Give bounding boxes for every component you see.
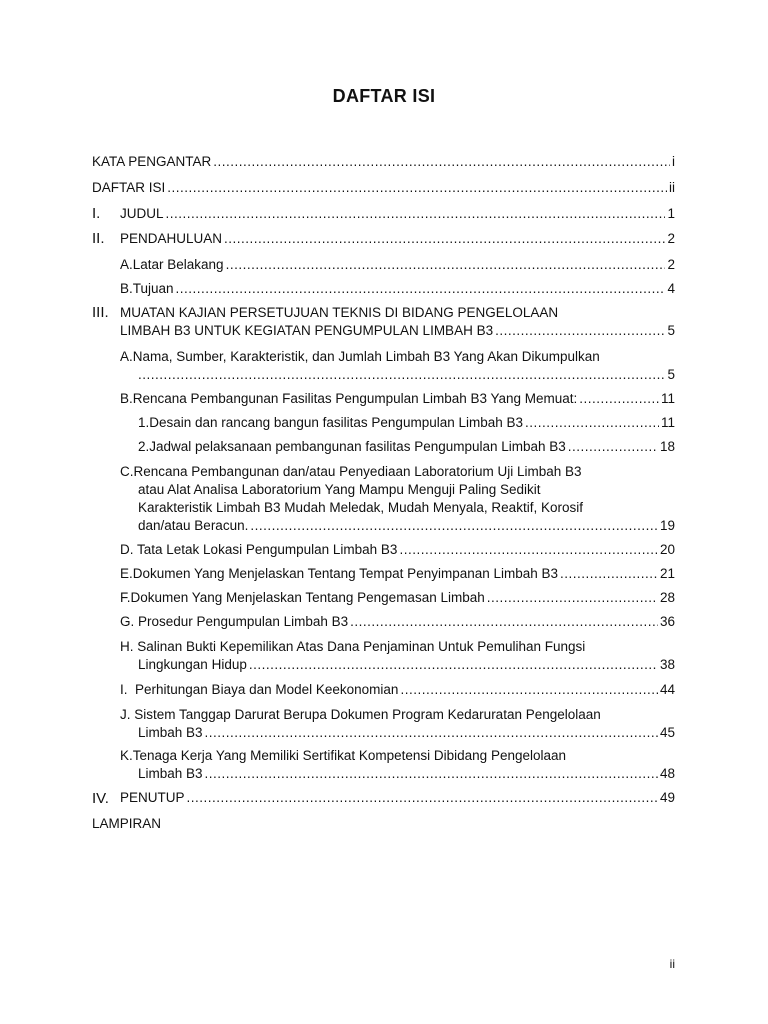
- toc-entry-label: B.Tujuan: [120, 281, 174, 296]
- toc-entry-page: 45: [659, 725, 675, 740]
- toc-leader-dots: [400, 681, 658, 699]
- toc-entry-label: Limbah B3: [138, 725, 203, 740]
- toc-entry-label: JUDUL: [120, 206, 164, 221]
- toc-entry-label: D. Tata Letak Lokasi Pengumpulan Limbah B3: [120, 542, 398, 557]
- toc-leader-dots: [205, 724, 658, 742]
- toc-entry-rencana-pembangunan: [120, 390, 675, 408]
- toc-entry-tujuan: [120, 280, 675, 298]
- toc-entry-perhitungan-biaya: [120, 681, 675, 699]
- toc-leader-dots: [167, 179, 667, 197]
- toc-leader-dots: [176, 280, 666, 298]
- toc-leader-dots: [138, 366, 665, 384]
- toc-leader-dots: [579, 390, 659, 408]
- toc-entry-nama-sumber-line1: A.Nama, Sumber, Karakteristik, dan Jumlah Limbah B3 Yang Akan Dikumpulkan: [120, 349, 600, 364]
- toc-leader-dots: [205, 765, 658, 783]
- toc-entry-label: Limbah B3: [138, 766, 203, 781]
- toc-entry-dana-penjaminan: [138, 656, 675, 674]
- toc-entry-page: 21: [659, 566, 675, 581]
- toc-leader-dots: [399, 541, 658, 559]
- toc-chapter-numeral: II.: [92, 230, 105, 247]
- page-title: DAFTAR ISI: [332, 86, 436, 106]
- toc-entry-tanggap-darurat-line1: J. Sistem Tanggap Darurat Berupa Dokumen Program Kedaruratan Pengelolaan: [120, 707, 601, 722]
- toc-leader-dots: [249, 656, 658, 674]
- toc-entry-label: PENDAHULUAN: [120, 231, 223, 246]
- toc-entry-label: E.Dokumen Yang Menjelaskan Tentang Tempat Penyimpanan Limbah B3: [120, 566, 559, 581]
- toc-leader-dots: [250, 517, 658, 535]
- toc-entry-label: 1.Desain dan rancang bangun fasilitas Pengumpulan Limbah B3: [138, 415, 524, 430]
- toc-entry-muatan-line1: MUATAN KAJIAN PERSETUJUAN TEKNIS DI BIDANG PENGELOLAAN: [120, 305, 559, 320]
- toc-entry-label: LIMBAH B3 UNTUK KEGIATAN PENGUMPULAN LIMBAH B3: [120, 323, 494, 338]
- toc-entry-label: dan/atau Beracun.: [138, 518, 249, 533]
- toc-entry-laboratorium: [138, 517, 675, 535]
- toc-leader-dots: [350, 613, 658, 631]
- toc-entry-prosedur: [120, 613, 675, 631]
- toc-entry-page: 4: [667, 281, 675, 296]
- toc-entry-daftar-isi: [92, 179, 675, 197]
- toc-entry-label: F.Dokumen Yang Menjelaskan Tentang Pengemasan Limbah: [120, 590, 485, 605]
- toc-entry-page: 44: [659, 682, 675, 697]
- toc-entry-jadwal: [138, 438, 675, 456]
- toc-entry-label: DAFTAR ISI: [92, 180, 166, 195]
- toc-entry-lampiran: LAMPIRAN: [92, 816, 162, 831]
- toc-entry-page: 11: [660, 415, 675, 430]
- toc-leader-dots: [166, 205, 666, 223]
- toc-chapter-numeral: III.: [92, 304, 109, 321]
- toc-chapter-numeral: IV.: [92, 790, 109, 807]
- toc-entry-label: I. Perhitungan Biaya dan Model Keekonomian: [120, 682, 399, 697]
- toc-chapter-numeral: I.: [92, 205, 101, 222]
- toc-entry-page: i: [672, 154, 675, 169]
- toc-entry-judul: [120, 205, 675, 223]
- toc-entry-page: 36: [659, 614, 675, 629]
- toc-entry-page: 2: [667, 231, 675, 246]
- toc-entry-page: 48: [659, 766, 675, 781]
- toc-entry-tenaga-kerja: [138, 765, 675, 783]
- toc-leader-dots: [568, 438, 658, 456]
- toc-entry-muatan: [120, 322, 675, 340]
- toc-entry-page: 49: [659, 790, 675, 805]
- toc-entry-label: PENUTUP: [120, 790, 185, 805]
- toc-leader-dots: [187, 789, 658, 807]
- toc-leader-dots: [560, 565, 658, 583]
- toc-entry-label: 2.Jadwal pelaksanaan pembangunan fasilitas Pengumpulan Limbah B3: [138, 439, 566, 454]
- toc-entry-label: G. Prosedur Pengumpulan Limbah B3: [120, 614, 349, 629]
- toc-entry-pendahuluan: [120, 230, 675, 248]
- toc-leader-dots: [213, 153, 670, 171]
- toc-leader-dots: [487, 589, 658, 607]
- toc-entry-laboratorium-line2: atau Alat Analisa Laboratorium Yang Mampu Menguji Paling Sedikit: [138, 482, 541, 497]
- toc-entry-page: 5: [667, 367, 675, 382]
- page-number: ii: [669, 957, 675, 971]
- toc-leader-dots: [495, 322, 665, 340]
- toc-entry-page: 2: [667, 257, 675, 272]
- toc-entry-page: 28: [659, 590, 675, 605]
- toc-entry-label: A.Latar Belakang: [120, 257, 224, 272]
- toc-entry-page: 38: [659, 657, 675, 672]
- toc-entry-dana-penjaminan-line1: H. Salinan Bukti Kepemilikan Atas Dana Penjaminan Untuk Pemulihan Fungsi: [120, 639, 586, 654]
- toc-entry-laboratorium-line1: C.Rencana Pembangunan dan/atau Penyediaan Laboratorium Uji Limbah B3: [120, 464, 582, 479]
- toc-entry-page: 20: [659, 542, 675, 557]
- toc-entry-penutup: [120, 789, 675, 807]
- toc-entry-page: ii: [669, 180, 675, 195]
- toc-entry-page: 11: [660, 391, 675, 406]
- toc-leader-dots: [525, 414, 659, 432]
- toc-entry-tanggap-darurat: [138, 724, 675, 742]
- toc-entry-nama-sumber: [138, 366, 675, 384]
- toc-entry-tempat-penyimpanan: [120, 565, 675, 583]
- toc-entry-label: B.Rencana Pembangunan Fasilitas Pengumpulan Limbah B3 Yang Memuat:: [120, 391, 578, 406]
- toc-entry-page: 19: [659, 518, 675, 533]
- toc-entry-desain: [138, 414, 675, 432]
- toc-entry-pengemasan: [120, 589, 675, 607]
- toc-entry-label: KATA PENGANTAR: [92, 154, 212, 169]
- toc-leader-dots: [224, 230, 665, 248]
- toc-entry-latar-belakang: [120, 256, 675, 274]
- toc-entry-page: 5: [667, 323, 675, 338]
- toc-entry-page: 18: [659, 439, 675, 454]
- toc-entry-label: Lingkungan Hidup: [138, 657, 247, 672]
- toc-leader-dots: [226, 256, 666, 274]
- toc-entry-tata-letak: [120, 541, 675, 559]
- toc-entry-page: 1: [667, 206, 675, 221]
- toc-entry-laboratorium-line3: Karakteristik Limbah B3 Mudah Meledak, Mudah Menyala, Reaktif, Korosif: [138, 500, 583, 515]
- toc-entry-tenaga-kerja-line1: K.Tenaga Kerja Yang Memiliki Sertifikat Kompetensi Dibidang Pengelolaan: [120, 748, 567, 763]
- toc-entry-kata-pengantar: [92, 153, 675, 171]
